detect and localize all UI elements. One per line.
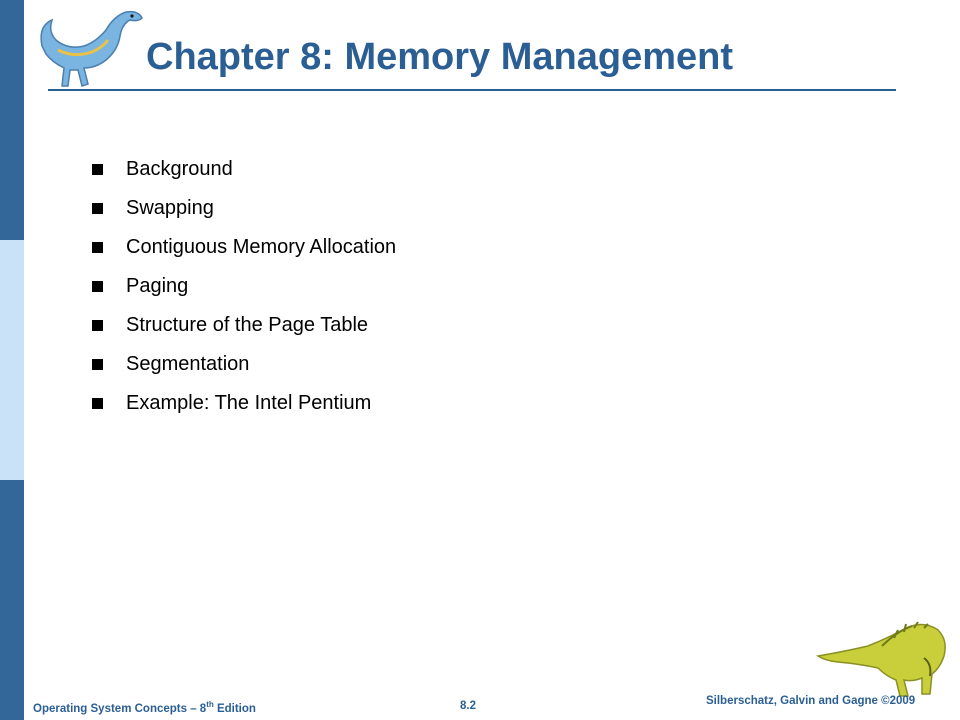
slide-sidebar — [0, 0, 24, 720]
bullet-text: Segmentation — [126, 353, 250, 375]
bullet-text: Example: The Intel Pentium — [126, 392, 372, 414]
footer-authors: Silberschatz, Galvin and Gagne ©2009 — [706, 695, 916, 707]
square-bullet-icon — [92, 242, 103, 253]
square-bullet-icon — [92, 164, 103, 175]
footer-book-title-text: Operating System Concepts – 8 — [33, 702, 207, 715]
footer-edition-superscript: th — [206, 700, 214, 709]
sidebar-segment-bottom — [0, 480, 24, 720]
bullet-list — [92, 150, 396, 423]
list-item — [92, 345, 396, 384]
square-bullet-icon — [92, 281, 103, 292]
square-bullet-icon — [92, 359, 103, 370]
list-item — [92, 150, 396, 189]
square-bullet-icon — [92, 203, 103, 214]
slide-title: Chapter 8: Memory Management — [146, 36, 734, 78]
page-number: 8.2 — [460, 700, 476, 712]
list-item — [92, 189, 396, 228]
square-bullet-icon — [92, 398, 103, 409]
bullet-text: Structure of the Page Table — [126, 314, 369, 336]
bullet-text: Swapping — [126, 197, 214, 219]
bullet-text: Background — [126, 158, 233, 180]
sidebar-segment-top — [0, 0, 24, 240]
bullet-text: Paging — [126, 275, 189, 297]
bullet-text: Contiguous Memory Allocation — [126, 236, 397, 258]
list-item — [92, 306, 396, 345]
footer-book-title-suffix: Edition — [213, 702, 256, 715]
list-item — [92, 228, 396, 267]
dinosaur-icon — [34, 6, 146, 90]
list-item — [92, 267, 396, 306]
sidebar-segment-middle — [0, 240, 24, 480]
dinosaur-icon — [812, 616, 952, 700]
footer-book-title — [33, 700, 256, 715]
list-item — [92, 384, 396, 423]
title-divider — [48, 89, 896, 91]
square-bullet-icon — [92, 320, 103, 331]
